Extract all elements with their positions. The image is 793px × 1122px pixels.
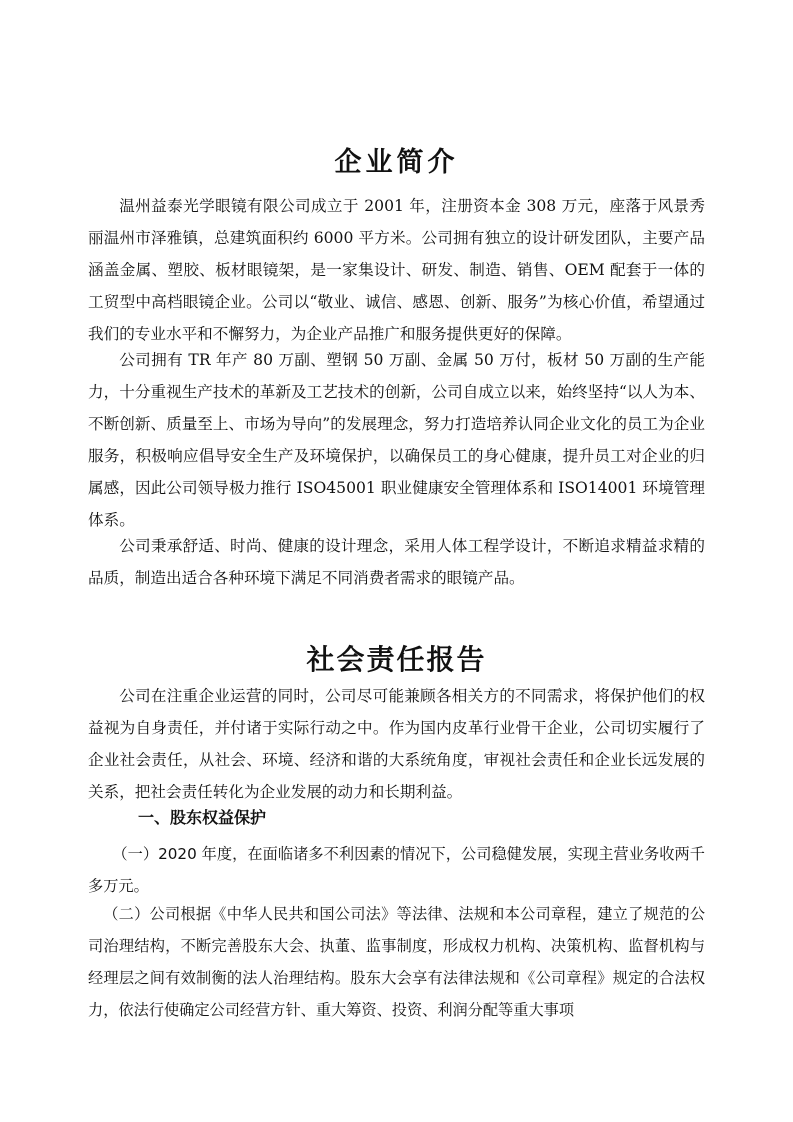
company-intro-paragraph-2: 公司拥有 TR 年产 80 万副、塑钢 50 万副、金属 50 万付，板材 50 万副的生产能力，十分重视生产技术的革新及工艺技术的创新，公司自成立以来，始终坚持“以人为本、不断创新、质量至上、市场为导向”的发展理念，努力打造培养认同企业文化的员工为企业服务，积极响应倡导安全生产及环境保护，以确保员工的身心健康，提升员工对企业的归属感，因此公司领导极力推行 ISO45001 职业健康安全管理体系和 ISO14001 环境管理体系。 (88, 351, 705, 529)
csr-intro-paragraph: 公司在注重企业运营的同时，公司尽可能兼顾各相关方的不同需求，将保护他们的权益视为自身责任，并付诸于实际行动之中。作为国内皮革行业骨干企业，公司切实履行了企业社会责任，从社会、环境、经济和谐的大系统角度，审视社会责任和企业长远发展的关系，把社会责任转化为企业发展的动力和长期利益。 (88, 687, 705, 801)
section-heading-shareholder-rights: 一、股东权益保护 (138, 808, 267, 827)
csr-report-title: 社会责任报告 (306, 643, 487, 676)
section-item-2: （二）公司根据《中华人民共和国公司法》等法律、法规和本公司章程，建立了规范的公司治理结构，不断完善股东大会、执董、监事制度，形成权力机构、决策机构、监督机构与经理层之间有效制衡的法人治理结构。股东大会享有法律法规和《公司章程》规定的合法权力，依法行使确定公司经营方针、重大筹资、投资、利润分配等重大事项 (88, 905, 705, 1019)
company-intro-title: 企业简介 (334, 147, 459, 178)
company-intro-paragraph-1: 温州益泰光学眼镜有限公司成立于 2001 年，注册资本金 308 万元，座落于风景秀丽温州市泽雅镇，总建筑面积约 6000 平方米。公司拥有独立的设计研发团队，主要产品涵盖金属、塑胶、板材眼镜架，是一家集设计、研发、制造、销售、OEM 配套于一体的工贸型中高档眼镜企业。公司以“敬业、诚信、感恩、创新、服务”为核心价值，希望通过我们的专业水平和不懈努力，为企业产品推广和服务提供更好的保障。 (88, 197, 705, 343)
company-intro-paragraph-3: 公司秉承舒适、时尚、健康的设计理念，采用人体工程学设计，不断追求精益求精的品质，制造出适合各种环境下满足不同消费者需求的眼镜产品。 (88, 537, 705, 587)
section-item-1: （一）2020 年度，在面临诸多不利因素的情况下，公司稳健发展，实现主营业务收两千多万元。 (88, 845, 705, 895)
